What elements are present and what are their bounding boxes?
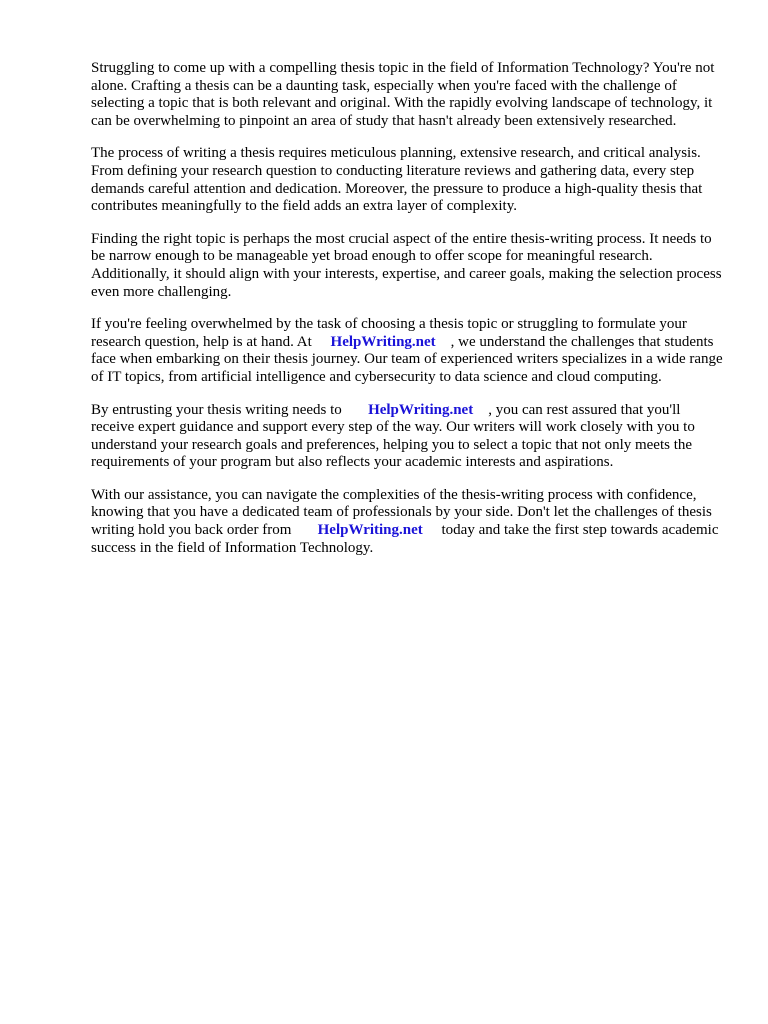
- paragraph-help: [91, 316, 723, 386]
- helpwriting-link-1[interactable]: HelpWriting.net: [330, 333, 436, 350]
- paragraph-intro: Struggling to come up with a compelling thesis topic in the field of Information Technology? You're not alone. Crafting a thesis can be a daunting task, especially when you're faced with the challenge of selecting a topic that is both relevant and original. With the rapidly evolving landscape of technology, it can be overwhelming to pinpoint an area of study that hasn't already been extensively researched.: [91, 60, 715, 129]
- paragraph-help-text-after: , we understand the challenges that students face when embarking on their thesis journey. Our team of experienced writers specializes in a wide range of IT topics, from artificial intelligence and cybersecurity to data science and cloud computing.: [91, 333, 723, 385]
- helpwriting-link-2[interactable]: HelpWriting.net: [368, 401, 474, 418]
- paragraph-assistance-text-before: With our assistance, you can navigate the complexities of the thesis-writing process with confidence, knowing that you have a dedicated team of professionals by your side. Don't let the challenges of thesis writing hold you back order from: [91, 486, 712, 539]
- paragraph-assistance: [91, 487, 723, 557]
- document-body: [91, 60, 723, 572]
- paragraph-topic: Finding the right topic is perhaps the most crucial aspect of the entire thesis-writing process. It needs to be narrow enough to be manageable yet broad enough to offer scope for meaningful research. Additionally, it should align with your interests, expertise, and career goals, making the selection process even more challenging.: [91, 230, 722, 300]
- paragraph-assistance-text-after: today and take the first step towards academic success in the field of Information Technology.: [91, 522, 719, 556]
- paragraph-process: The process of writing a thesis requires meticulous planning, extensive research, and critical analysis. From defining your research question to conducting literature reviews and gathering data, every step demands careful attention and dedication. Moreover, the pressure to produce a high-quality thesis that contributes meaningfully to the field adds an extra layer of complexity.: [91, 145, 703, 215]
- helpwriting-link-3[interactable]: HelpWriting.net: [317, 522, 423, 539]
- paragraph-entrust: [91, 402, 723, 472]
- paragraph-entrust-text-before: By entrusting your thesis writing needs to: [91, 401, 342, 418]
- paragraph-entrust-text-after: , you can rest assured that you'll receive expert guidance and support every step of the way. Our writers will work closely with you to understand your research goals and preferences, helping you to select a topic that not only meets the requirements of your program but also reflects your academic interests and aspirations.: [91, 401, 695, 471]
- paragraph-help-text-before: If you're feeling overwhelmed by the task of choosing a thesis topic or struggling to formulate your research question, help is at hand. At: [91, 316, 687, 350]
